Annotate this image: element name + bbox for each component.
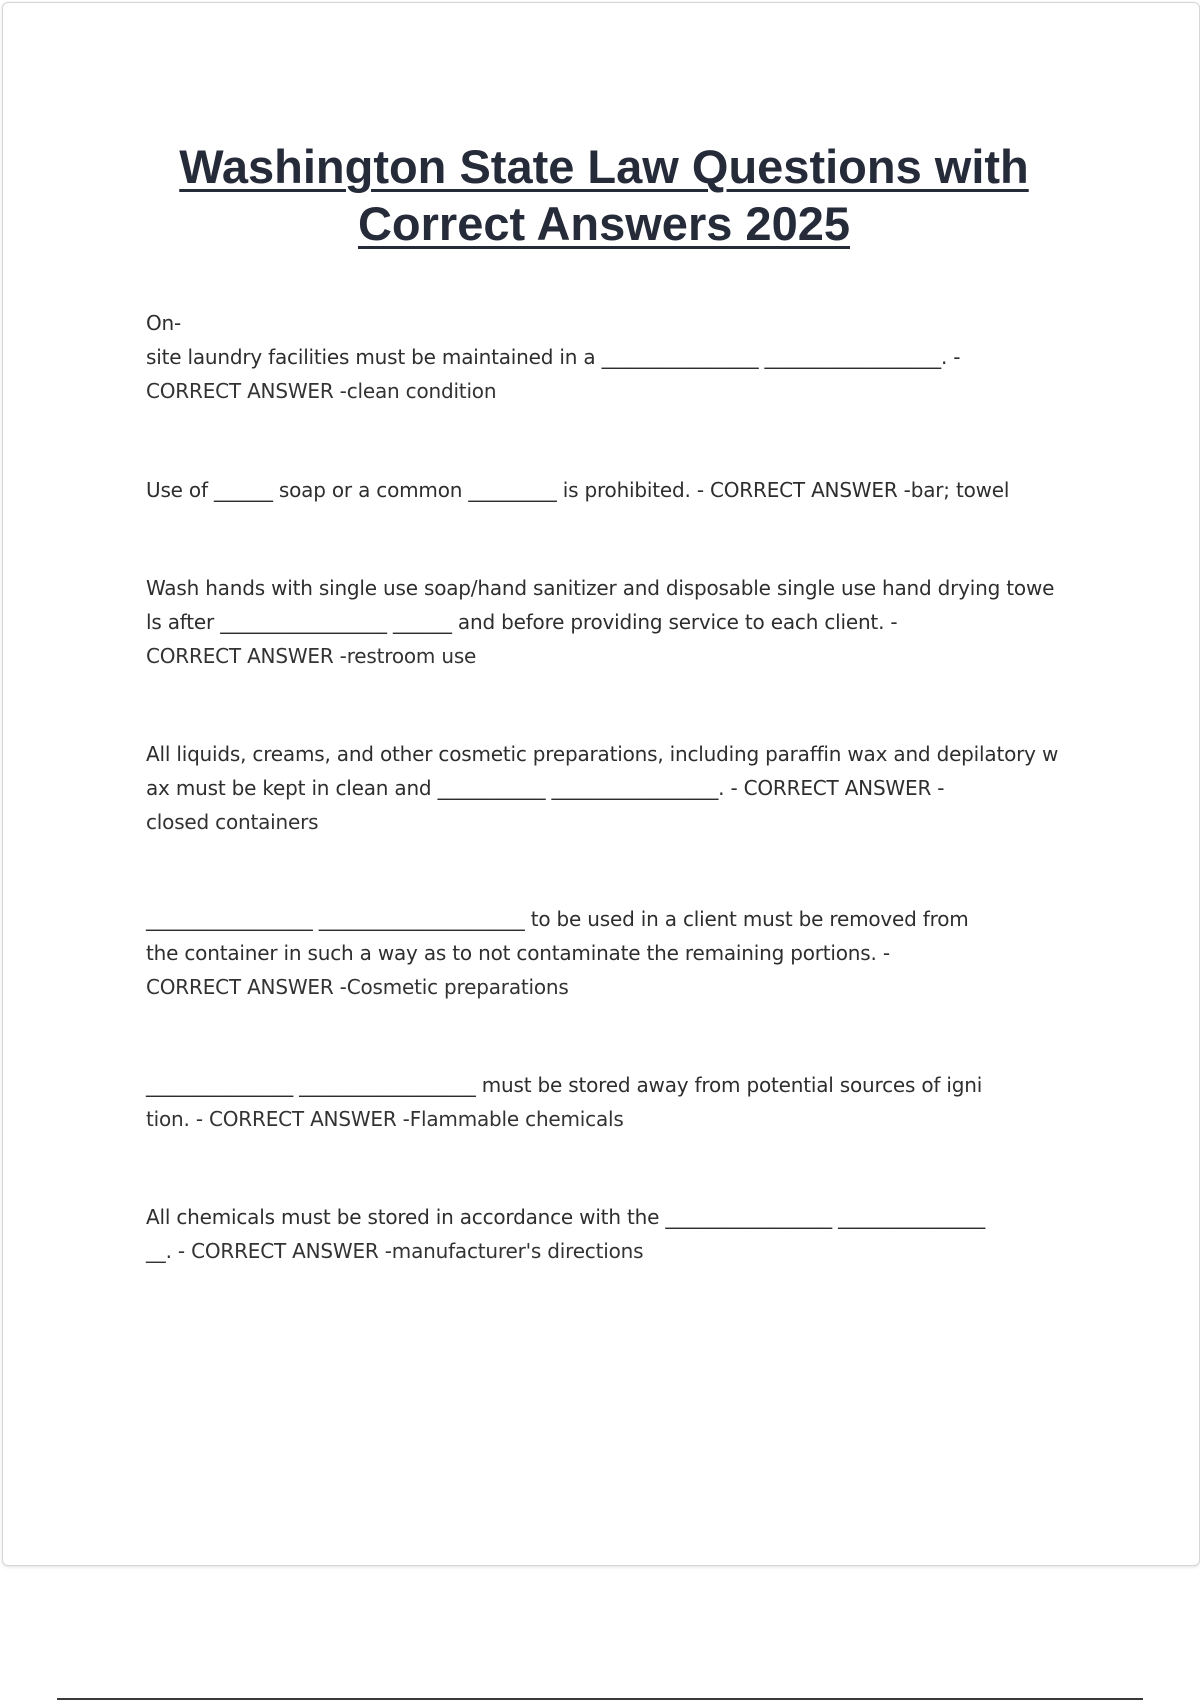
- question-5-line-2: the container in such a way as to not contaminate the remaining portions. -: [146, 941, 890, 965]
- question-6-line-1: _______________ __________________ must be stored away from potential sources of igni: [146, 1073, 983, 1097]
- question-5-answer: CORRECT ANSWER -Cosmetic preparations: [146, 975, 569, 999]
- question-3-line-1: Wash hands with single use soap/hand sanitizer and disposable single use hand drying towe: [146, 576, 1055, 600]
- question-1-answer: CORRECT ANSWER -clean condition: [146, 379, 497, 403]
- question-2-line-1: Use of ______ soap or a common _________ is prohibited. - CORRECT ANSWER -bar; towel: [146, 478, 1010, 502]
- question-6: [146, 1068, 1072, 1136]
- question-1-line-2: site laundry facilities must be maintained in a ________________ __________________. -: [146, 345, 961, 369]
- question-4-line-2: ax must be kept in clean and ___________ _________________. - CORRECT ANSWER -: [146, 776, 945, 800]
- question-4-line-1: All liquids, creams, and other cosmetic preparations, including paraffin wax and depilatory w: [146, 742, 1059, 766]
- question-4: [146, 737, 1072, 839]
- title-line-1: Washington State Law Questions with: [179, 140, 1029, 193]
- title-line-2: Correct Answers 2025: [357, 197, 850, 250]
- question-1: [146, 306, 1072, 408]
- question-3-line-2: ls after _________________ ______ and before providing service to each client. -: [146, 610, 898, 634]
- question-7: [146, 1200, 1072, 1268]
- question-2: [146, 473, 1072, 507]
- question-5: [146, 902, 1072, 1004]
- question-6-answer: tion. - CORRECT ANSWER -Flammable chemicals: [146, 1107, 624, 1131]
- question-1-line-1: On-: [146, 311, 182, 335]
- question-7-answer: __. - CORRECT ANSWER -manufacturer's directions: [146, 1239, 644, 1263]
- question-4-answer: closed containers: [146, 810, 319, 834]
- page-title: [0, 138, 1200, 252]
- question-7-line-1: All chemicals must be stored in accordance with the _________________ _______________: [146, 1205, 986, 1229]
- question-3-answer: CORRECT ANSWER -restroom use: [146, 644, 477, 668]
- question-3: [146, 571, 1072, 673]
- question-5-line-1: _________________ _____________________ to be used in a client must be removed from: [146, 907, 969, 931]
